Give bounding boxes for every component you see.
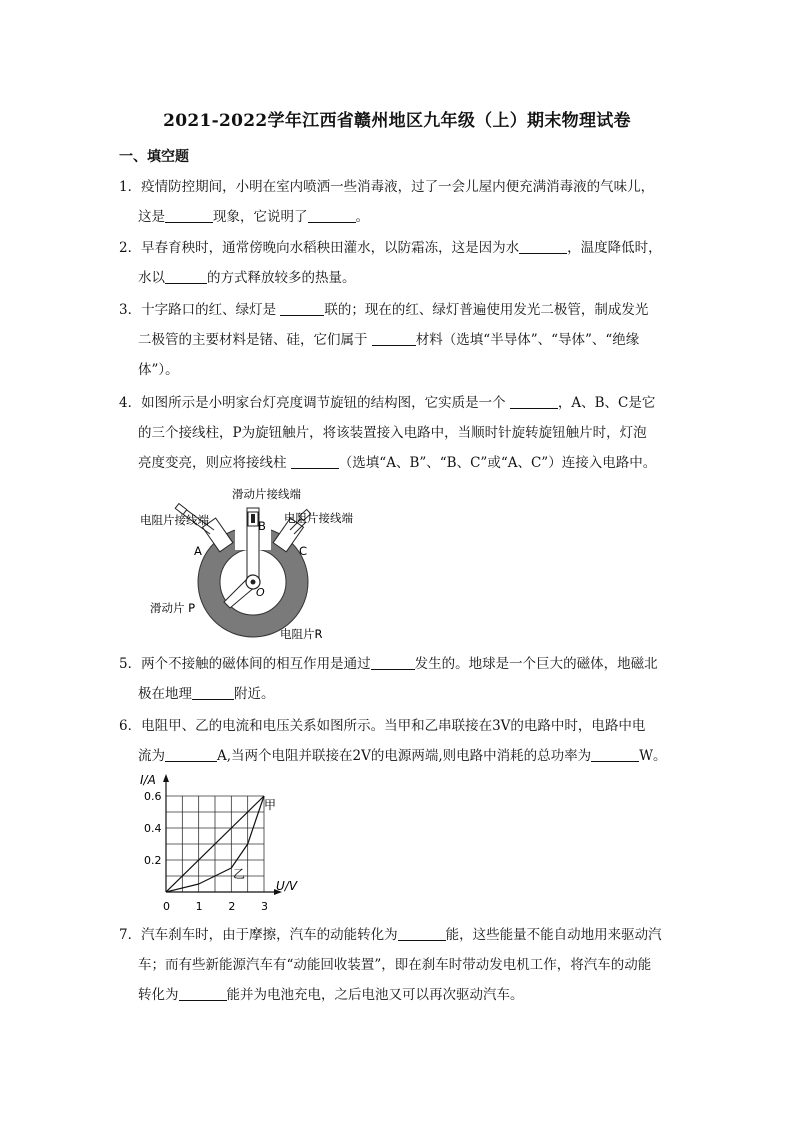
q4-line1: 4．如图所示是小明家台灯亮度调节旋钮的结构图，它实质是一个 ，A、B、C是它: [119, 395, 656, 411]
x-tick-label: 0: [163, 900, 170, 913]
answer-blank[interactable]: [591, 747, 639, 762]
question-3: [119, 295, 679, 385]
q3-line1: 3．十字路口的红、绿灯是 联的；现在的红、绿灯普遍使用发光二极管，制成发光: [119, 302, 649, 318]
q2-line1: 2．早春育秧时，通常傍晚向水稻秧田灌水，以防霜冻，这是因为水 ，温度降低时，: [119, 240, 662, 256]
x-axis-label: U/V: [276, 879, 298, 893]
answer-blank[interactable]: [308, 208, 356, 223]
label-res-terminal-left: 电阻片接线端: [140, 513, 209, 527]
q7-line3: 转化为 能并为电池充电，之后电池又可以再次驱动汽车。: [138, 987, 524, 1003]
question-1: [119, 172, 679, 232]
answer-blank[interactable]: [510, 394, 558, 409]
q3-line2: 二极管的主要材料是锗、硅，它们属于 材料（选填“半导体”、“导体”、“绝缘: [138, 332, 640, 348]
q3-line3: 体”）。: [138, 362, 179, 378]
answer-blank[interactable]: [280, 301, 324, 316]
answer-blank[interactable]: [165, 269, 207, 284]
page-title: 2021-2022学年江西省赣州地区九年级（上）期末物理试卷: [163, 111, 631, 131]
answer-blank[interactable]: [371, 655, 415, 670]
q6-line1: 6．电阻甲、乙的电流和电压关系如图所示。当甲和乙串联接在3V的电路中时，电路中电: [119, 718, 646, 734]
q5-line2: 极在地理 附近。: [138, 686, 275, 702]
q6-line2: 流为 A,当两个电阻并联接在2V的电源两端,则电路中消耗的总功率为 W。: [138, 748, 667, 764]
q7-line1: 7．汽车刹车时，由于摩擦，汽车的动能转化为 能，这些能量不能自动地用来驱动汽: [119, 927, 662, 943]
y-axis-arrow: [163, 774, 169, 782]
label-c: C: [299, 544, 308, 558]
label-res-terminal-right: 电阻片接线端: [284, 511, 353, 525]
q4-line2: 的三个接线柱，P为旋钮触片，将该装置接入电路中，当顺时针旋转旋钮触片时，灯泡: [138, 425, 647, 441]
label-o: O: [256, 586, 265, 599]
answer-blank[interactable]: [165, 747, 217, 762]
answer-blank[interactable]: [291, 454, 339, 469]
answer-blank[interactable]: [372, 331, 416, 346]
series-label-jia: 甲: [264, 798, 277, 812]
question-4: [119, 388, 679, 478]
label-slider-terminal: 滑动片接线端: [232, 487, 301, 501]
label-a: A: [194, 544, 202, 558]
answer-blank[interactable]: [398, 926, 446, 941]
question-5: [119, 649, 679, 709]
y-tick-label: 0.4: [144, 822, 162, 835]
q2-line2: 水以 的方式释放较多的热量。: [138, 270, 356, 286]
q1-line1: 1．疫情防控期间，小明在室内喷洒一些消毒液，过了一会儿屋内便充满消毒液的气味儿，: [119, 179, 655, 195]
section-heading: 一、填空题: [119, 149, 189, 165]
answer-blank[interactable]: [192, 685, 234, 700]
label-b: B: [258, 519, 266, 533]
x-tick-label: 3: [261, 900, 268, 913]
q7-line2: 车；而有些新能源汽车有“动能回收装置”，即在刹车时带动发电机工作，将汽车的动能: [138, 957, 652, 973]
answer-blank[interactable]: [165, 208, 213, 223]
iv-chart: [132, 772, 312, 920]
y-tick-label: 0.2: [144, 854, 162, 867]
x-tick-label: 1: [195, 900, 203, 913]
q4-line3: 亮度变亮，则应将接线柱 （选填“A、B”、“B、C”或“A、C”）连接入电路中。: [138, 455, 657, 471]
series-label-yi: 乙: [233, 867, 246, 881]
answer-blank[interactable]: [519, 239, 567, 254]
x-tick-label: 2: [228, 900, 236, 913]
question-2: [119, 233, 679, 293]
label-resistor: 电阻片R: [280, 627, 323, 641]
question-7: [119, 920, 679, 1010]
q5-line1: 5．两个不接触的磁体间的相互作用是通过 发生的。地球是一个巨大的磁体，地磁北: [119, 656, 658, 672]
q1-line2: 这是 现象，它说明了 。: [138, 209, 369, 225]
potentiometer-figure: [130, 482, 380, 648]
question-6: [119, 711, 679, 771]
y-tick-label: 0.6: [144, 790, 162, 803]
answer-blank[interactable]: [179, 986, 227, 1001]
y-axis-label: I/A: [140, 773, 156, 787]
label-slider-p: 滑动片 P: [150, 601, 196, 615]
